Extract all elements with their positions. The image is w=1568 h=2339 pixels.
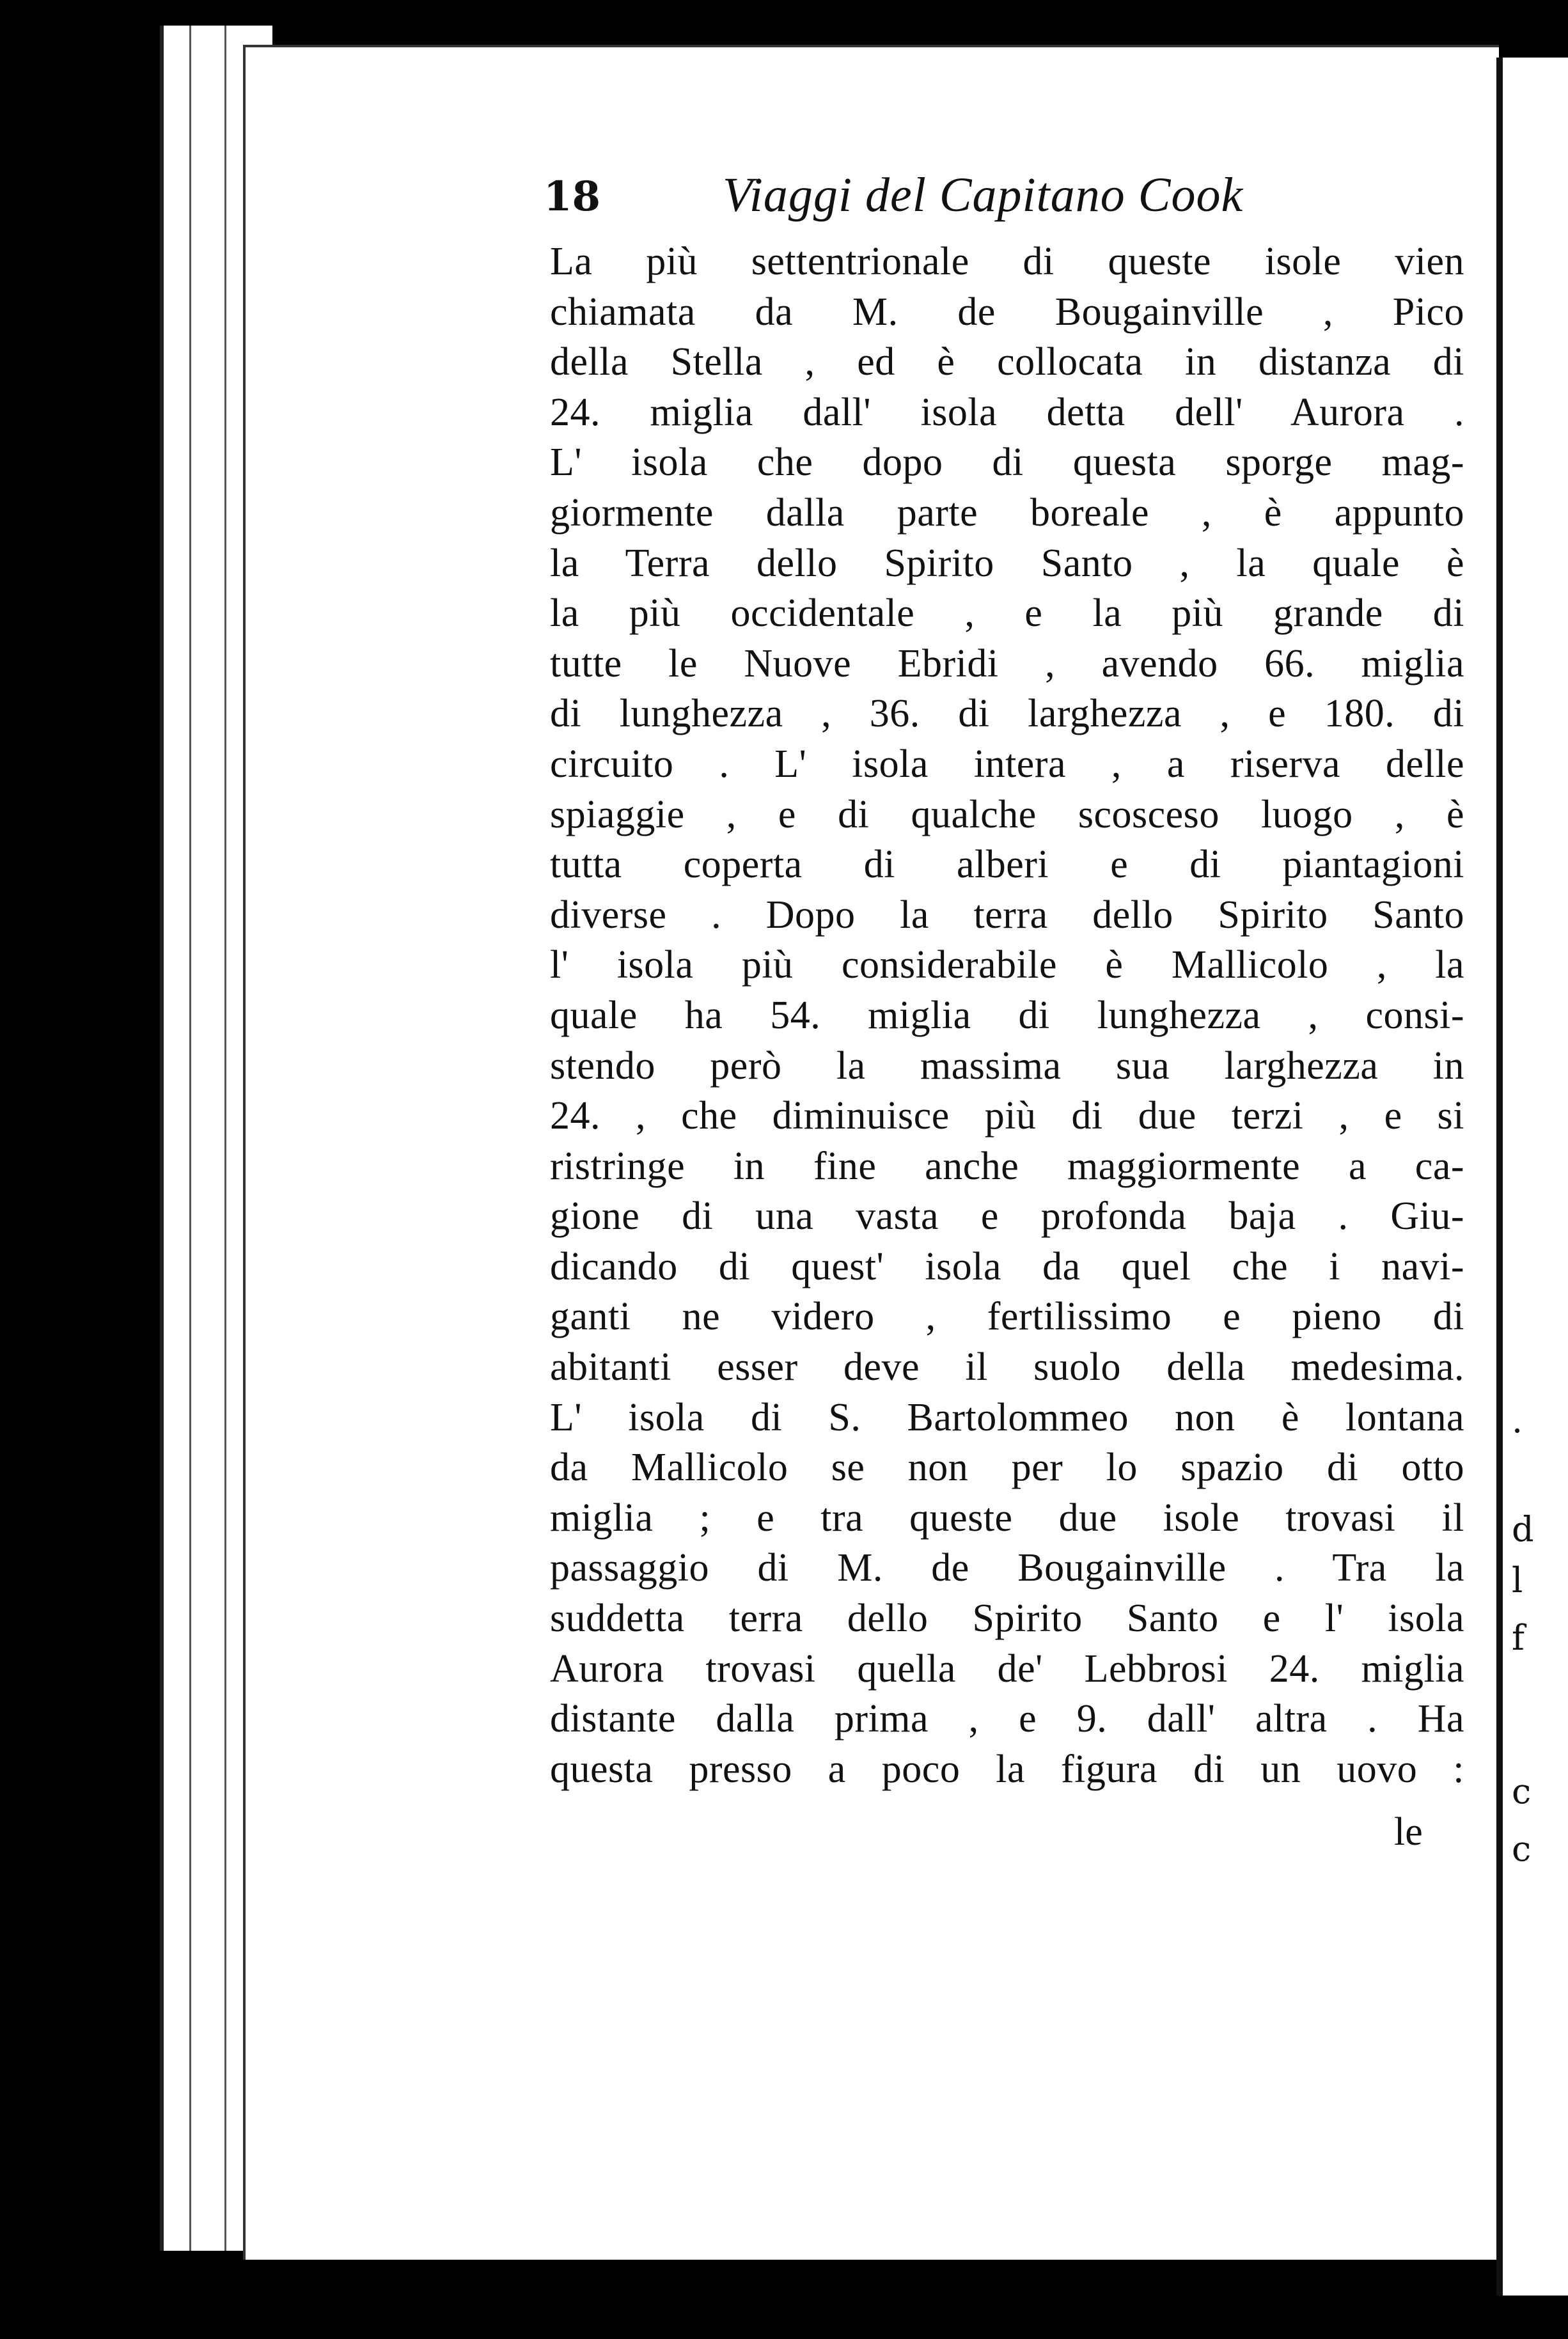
text-line: miglia ; e tra queste due isole trovasi il xyxy=(550,1496,1464,1540)
text-line: la più occidentale , e la più grande di xyxy=(550,591,1464,636)
page-number: 18 xyxy=(544,173,601,221)
running-head: Viaggi del Capitano Cook xyxy=(723,168,1244,222)
text-line: la Terra dello Spirito Santo , la quale è xyxy=(550,541,1464,585)
text-line: abitanti esser deve il suolo della medesima. xyxy=(550,1345,1464,1389)
text-line: tutte le Nuove Ebridi , avendo 66. miglia xyxy=(550,641,1464,685)
text-line: diverse . Dopo la terra dello Spirito Santo xyxy=(550,893,1464,937)
text-line: ganti ne videro , fertilissimo e pieno di xyxy=(550,1295,1464,1339)
text-line: dicando di quest' isola da quel che i navi- xyxy=(550,1244,1464,1288)
text-line: l' isola più considerabile è Mallicolo , la xyxy=(550,943,1464,987)
text-line: da Mallicolo se non per lo spazio di otto xyxy=(550,1446,1464,1490)
body-text xyxy=(550,237,1464,1794)
text-line: tutta coperta di alberi e di piantagioni xyxy=(550,843,1464,887)
text-line: circuito . L' isola intera , a riserva delle xyxy=(550,742,1464,786)
text-line: della Stella , ed è collocata in distanza di xyxy=(550,340,1464,384)
catchword: le xyxy=(1394,1810,1423,1854)
facing-fragment: l xyxy=(1512,1560,1523,1600)
text-line: quale ha 54. miglia di lunghezza , consi- xyxy=(550,993,1464,1037)
text-line: La più settentrionale di queste isole vien xyxy=(550,240,1464,283)
text-line: 24. , che diminuisce più di due terzi , e si xyxy=(550,1094,1464,1138)
text-line: chiamata da M. de Bougainville , Pico xyxy=(550,290,1464,334)
text-line: questa presso a poco la figura di un uovo : xyxy=(550,1747,1464,1791)
facing-page-edge xyxy=(1496,58,1568,2296)
facing-fragment: c xyxy=(1512,1829,1532,1869)
text-line: passaggio di M. de Bougainville . Tra la xyxy=(550,1546,1464,1590)
text-line: giormente dalla parte boreale , è appunto xyxy=(550,490,1464,535)
facing-fragment: f xyxy=(1512,1618,1525,1658)
facing-fragment: c xyxy=(1512,1771,1532,1811)
page-header xyxy=(544,168,1452,237)
text-line: ristringe in fine anche maggiormente a ca- xyxy=(550,1144,1464,1188)
text-line: 24. miglia dall' isola detta dell' Aurora . xyxy=(550,390,1464,434)
text-line: stendo però la massima sua larghezza in xyxy=(550,1044,1464,1088)
text-line: L' isola che dopo di questa sporge mag- xyxy=(550,441,1464,485)
text-line: L' isola di S. Bartolommeo non è lontana xyxy=(550,1395,1464,1439)
text-line: gione di una vasta e profonda baja . Giu- xyxy=(550,1194,1464,1239)
facing-fragment: d xyxy=(1512,1509,1534,1549)
text-line: distante dalla prima , e 9. dall' altra . Ha xyxy=(550,1697,1464,1741)
text-line: di lunghezza , 36. di larghezza , e 180. di xyxy=(550,692,1464,736)
text-line: Aurora trovasi quella de' Lebbrosi 24. miglia xyxy=(550,1647,1464,1691)
text-line: suddetta terra dello Spirito Santo e l' isola xyxy=(550,1597,1464,1641)
text-line: spiaggie , e di qualche scosceso luogo , è xyxy=(550,792,1464,836)
facing-fragment: . xyxy=(1512,1400,1523,1441)
